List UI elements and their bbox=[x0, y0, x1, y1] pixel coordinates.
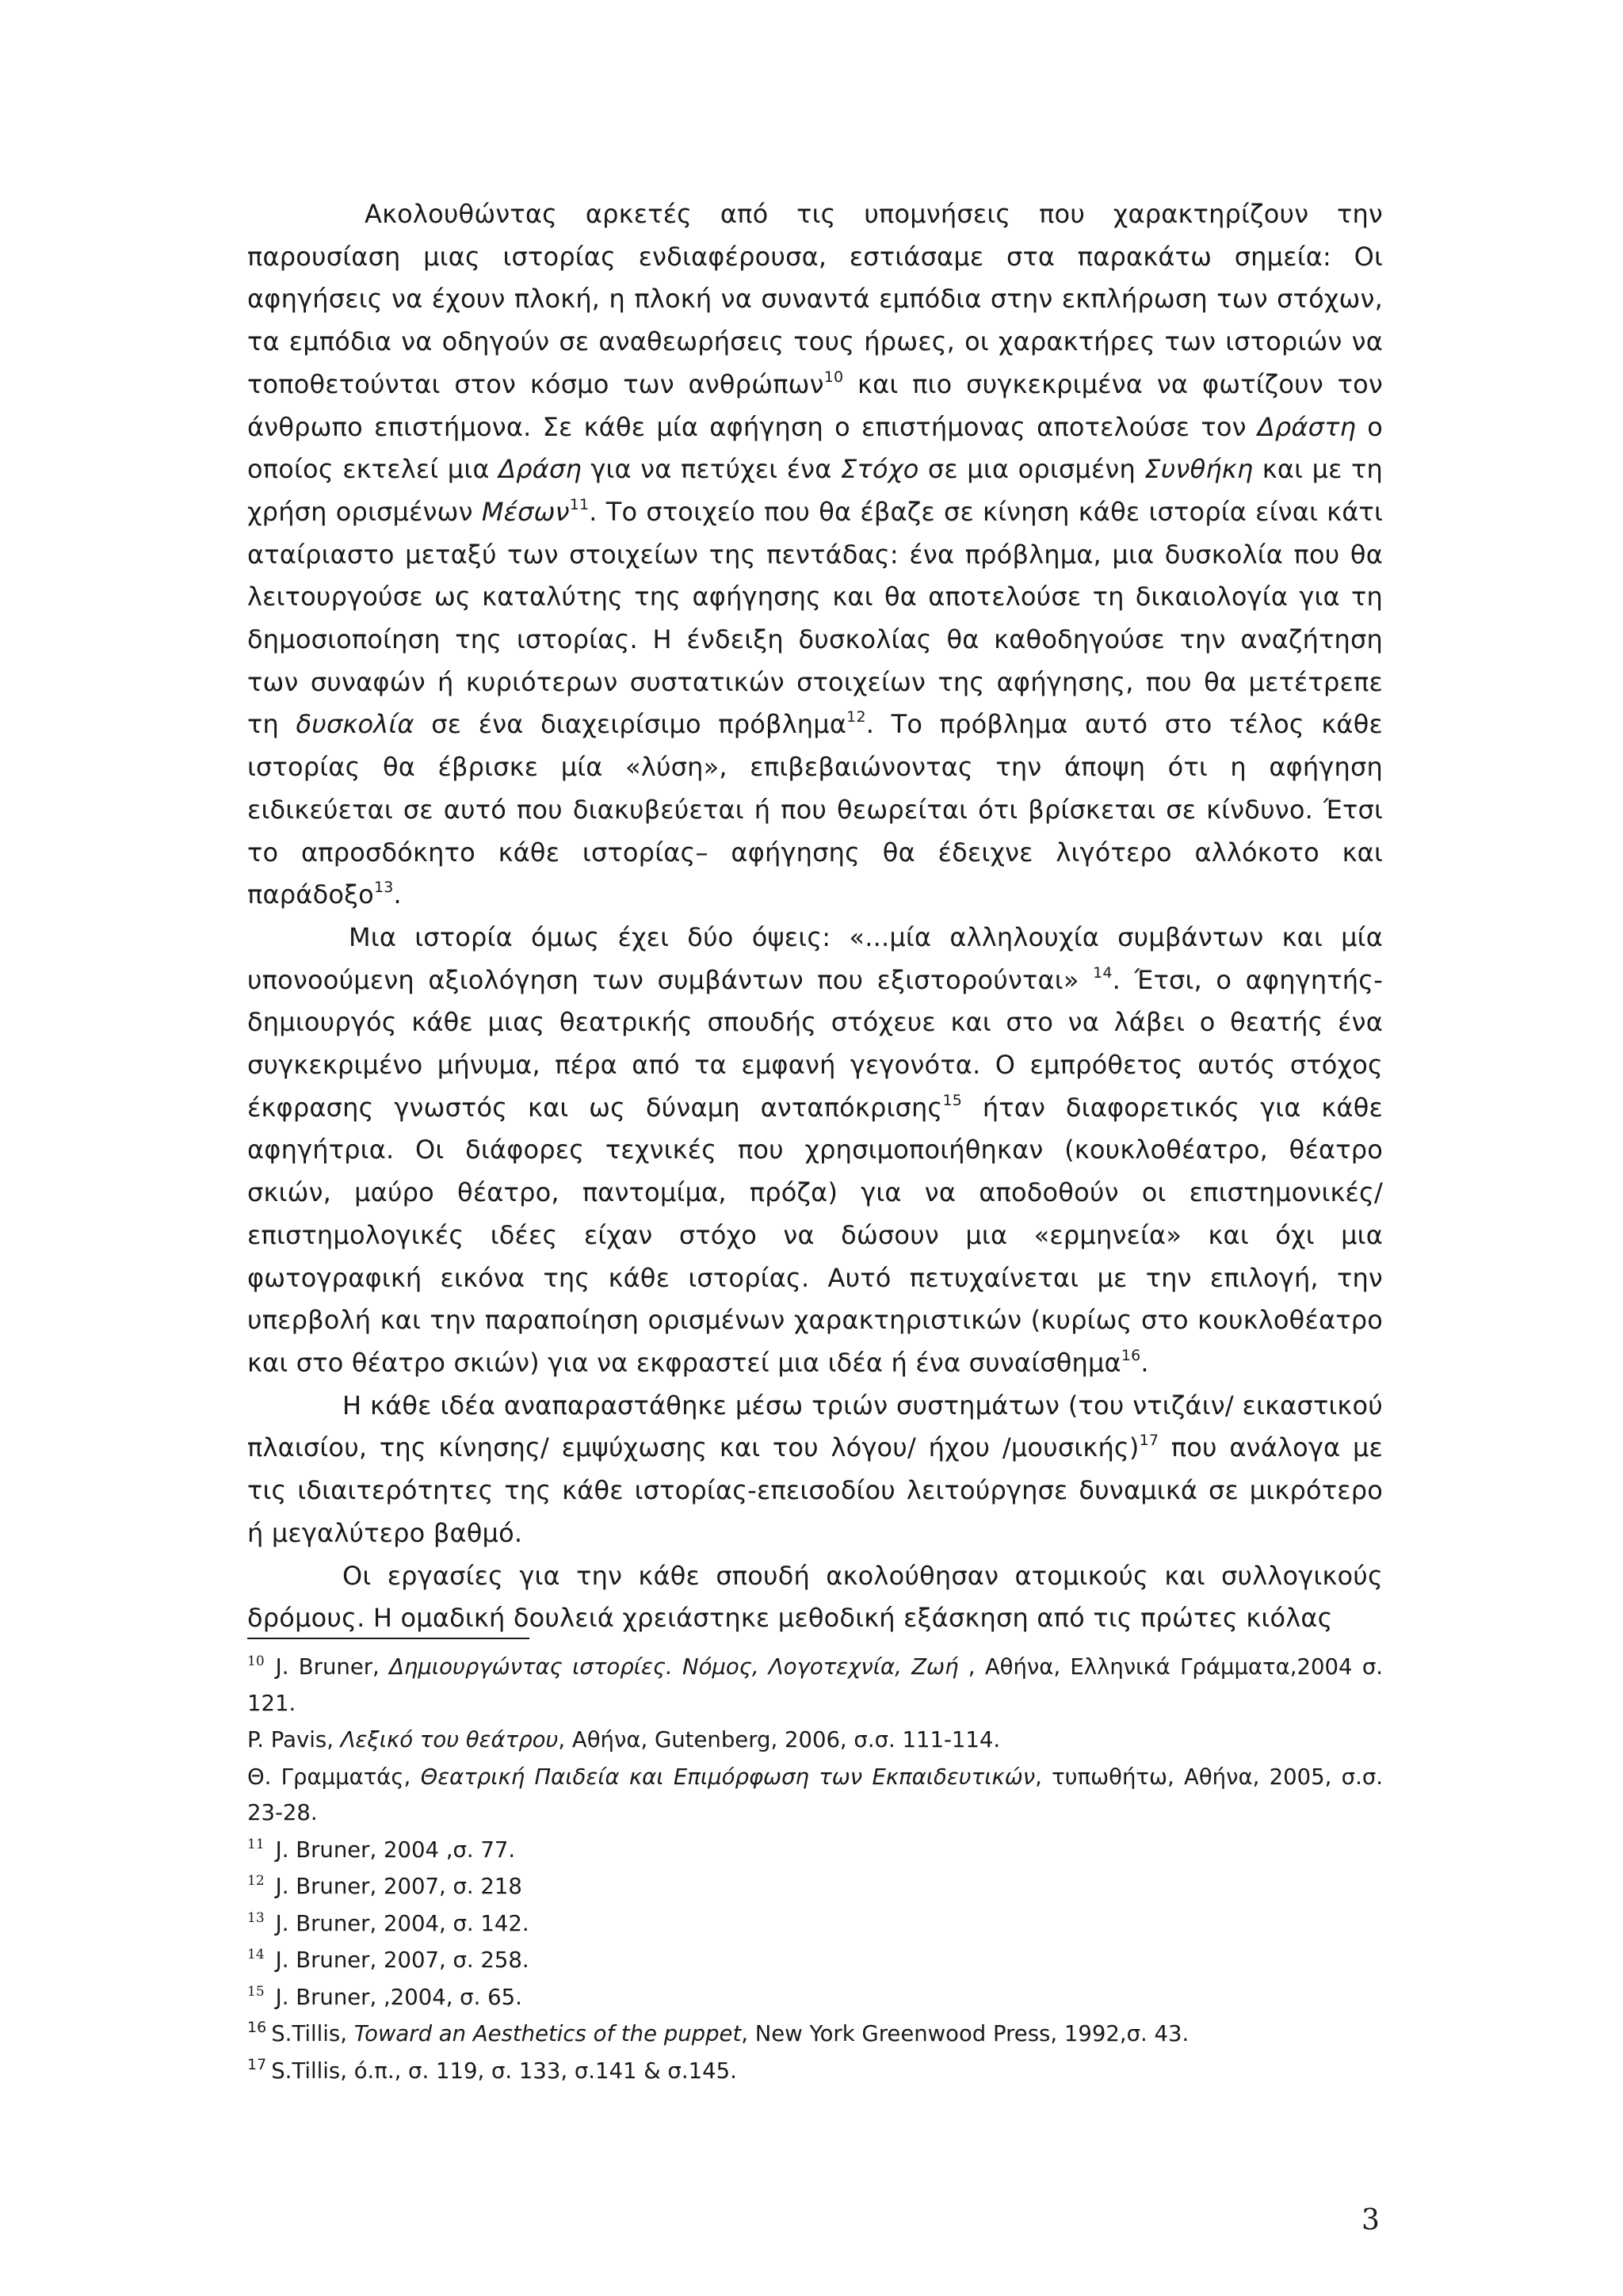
text: Οι εργασίες για την κάθε σπουδή ακολούθησαν ατομικούς και συλλογικούς δρόμους. Η ομαδική δουλειά χρειάστηκε μεθοδική εξάσκηση από τις πρώτες κιόλας bbox=[247, 1560, 1383, 1634]
footnote-ref-17[interactable]: 17 bbox=[1139, 1432, 1159, 1450]
footnote-number: 16 bbox=[247, 2019, 267, 2036]
footnote-number: 15 bbox=[247, 1983, 265, 2000]
term-stoxo: Στόχο bbox=[840, 454, 919, 485]
text: S.Tillis, ό.π., σ. 119, σ. 133, σ.141 & σ.145. bbox=[271, 2058, 737, 2084]
footnote-number: 17 bbox=[247, 2055, 267, 2073]
text: . Το πρόβλημα αυτό στο τέλος κάθε ιστορίας θα έβρισκε μία «λύση», επιβεβαιώνοντας την άποψη ότι η αφήγηση ειδικεύεται σε αυτό που διακυβεύεται ή που θεωρείται ότι βρίσκεται σε κίνδυνο. Έτσι το απροσδόκητο κάθε ιστορίας– αφήγησης θα έδειχνε λιγότερο αλλόκοτο και παράδοξο bbox=[247, 709, 1383, 910]
page-number: 3 bbox=[1361, 2204, 1380, 2237]
footnote-10-grammatas bbox=[247, 1760, 1383, 1832]
footnotes bbox=[247, 1650, 1383, 2090]
text: . Έτσι, ο αφηγητής-δημιουργός κάθε μιας θεατρικής σπουδής στόχευε και στο να λάβει ο θεατής ένα συγκεκριμένο μήνυμα, πέρα από τα εμφανή γεγονότα. Ο εμπρόθετος αυτός στόχος έκφρασης γνωστός και ως δύναμη ανταπόκρισης bbox=[247, 964, 1383, 1123]
footnote-12 bbox=[247, 1869, 1383, 1905]
book-title: Toward an Aesthetics of the puppet bbox=[353, 2021, 742, 2046]
paragraph-2 bbox=[247, 917, 1383, 1385]
text: Θ. Γραμματάς, bbox=[247, 1764, 421, 1790]
text: P. Pavis, bbox=[247, 1727, 341, 1753]
footnote-17 bbox=[247, 2054, 1383, 2090]
text: και πιο συγκεκριμένα να φωτίζουν τον άνθρωπο επιστήμονα. Σε κάθε μία αφήγηση ο επιστήμονας αποτελούσε τον bbox=[247, 368, 1383, 442]
text: Μια ιστορία όμως έχει δύο όψεις: «...μία αλληλουχία συμβάντων και μία υπονοούμενη αξιολόγηση των συμβάντων που εξιστορούνται» bbox=[247, 921, 1383, 995]
term-drasi: Δράση bbox=[498, 454, 582, 485]
footnote-16 bbox=[247, 2016, 1383, 2053]
footnote-ref-14[interactable]: 14 bbox=[1093, 963, 1113, 982]
footnote-14 bbox=[247, 1943, 1383, 1979]
text: και με τη χρήση ορισμένων bbox=[247, 454, 1383, 527]
footnote-10 bbox=[247, 1650, 1383, 1722]
text: J. Bruner, 2004 ,σ. 77. bbox=[275, 1836, 516, 1863]
paragraph-3 bbox=[247, 1385, 1383, 1555]
footnote-ref-12[interactable]: 12 bbox=[846, 708, 866, 727]
text: , New York Greenwood Press, 1992,σ. 43. bbox=[741, 2021, 1190, 2046]
footnote-ref-13[interactable]: 13 bbox=[373, 879, 394, 897]
term-drasti: Δράστη bbox=[1257, 411, 1357, 442]
text: , Αθήνα, Gutenberg, 2006, σ.σ. 111-114. bbox=[558, 1727, 1001, 1753]
text: J. Bruner, bbox=[275, 1654, 390, 1680]
paragraph-1 bbox=[247, 193, 1383, 917]
text: , τυπωθήτω, Αθήνα, 2005, σ.σ. 23-28. bbox=[247, 1764, 1383, 1825]
term-meson: Μέσων bbox=[481, 496, 570, 527]
text: ήταν διαφορετικός για κάθε αφηγήτρια. Οι διάφορες τεχνικές που χρησιμοποιήθηκαν (κουκλοθέατρο, θέατρο σκιών, μαύρο θέατρο, παντομίμα, πρόζα) για να αποδοθούν οι επιστημονικές/ επιστημολογικές ιδέες είχαν στόχο να δώσουν μια «ερμηνεία» και όχι μια φωτογραφική εικόνα της κάθε ιστορίας. Αυτό πετυχαίνεται με την επιλογή, την υπερβολή και την παραποίηση ορισμένων χαρακτηριστικών (κυρίως στο κουκλοθέατρο και στο θέατρο σκιών) για να εκφραστεί μια ιδέα ή ένα συναίσθημα bbox=[247, 1092, 1383, 1378]
footnote-ref-16[interactable]: 16 bbox=[1121, 1346, 1141, 1364]
footnote-number: 14 bbox=[247, 1947, 265, 1962]
text: σε μια ορισμένη bbox=[918, 454, 1145, 485]
footnote-number: 13 bbox=[247, 1909, 265, 1926]
text: J. Bruner, ,2004, σ. 65. bbox=[275, 1984, 522, 2010]
footnote-separator bbox=[247, 1638, 529, 1639]
paragraph-4 bbox=[247, 1555, 1383, 1640]
text: που ανάλογα με τις ιδιαιτερότητες της κάθε ιστορίας-επεισοδίου λειτούργησε δυναμικά σε μικρότερο ή μεγαλύτερο βαθμό. bbox=[247, 1432, 1383, 1548]
text: Η κάθε ιδέα αναπαραστάθηκε μέσω τριών συστημάτων (του ντιζάιν/ εικαστικού πλαισίου, της κίνησης/ εμψύχωσης και του λόγου/ ήχου /μουσικής) bbox=[247, 1390, 1383, 1463]
text: . Το στοιχείο που θα έβαζε σε κίνηση κάθε ιστορία είναι κάτι αταίριαστο μεταξύ των στοιχείων της πεντάδας: ένα πρόβλημα, μια δυσκολία που θα λειτουργούσε ως καταλύτης της αφήγησης και θα αποτελούσε τη δικαιολογία για τη δημοσιοποίηση της ιστορίας. Η ένδειξη δυσκολίας θα καθοδηγούσε την αναζήτηση των συναφών ή κυριότερων συστατικών στοιχείων της αφήγησης, που θα μετέτρεπε τη bbox=[247, 496, 1384, 740]
text: . bbox=[393, 879, 402, 910]
text: Ακολουθώντας αρκετές από τις υπομνήσεις που χαρακτηρίζουν την παρουσίαση μιας ιστορίας ενδιαφέρουσα, εστιάσαμε στα παρακάτω σημεία: Οι αφηγήσεις να έχουν πλοκή, η πλοκή να συναντά εμπόδια στην εκπλήρωση των στόχων, τα εμπόδια να οδηγούν σε αναθεωρήσεις τους ήρωες, οι χαρακτήρες των ιστοριών να τοποθετούνται στον κόσμο των ανθρώπων bbox=[247, 199, 1383, 399]
text: S.Tillis, bbox=[271, 2021, 354, 2046]
footnote-13 bbox=[247, 1906, 1383, 1943]
text: J. Bruner, 2007, σ. 218 bbox=[275, 1874, 522, 1899]
text: σε ένα διαχειρίσιμο πρόβλημα bbox=[414, 709, 847, 740]
book-title: Θεατρική Παιδεία και Επιμόρφωση των Εκπαιδευτικών bbox=[420, 1764, 1036, 1790]
term-dyskolia: δυσκολία bbox=[296, 709, 414, 740]
book-title: Λεξικό του θεάτρου bbox=[340, 1727, 559, 1753]
footnote-ref-10[interactable]: 10 bbox=[823, 368, 844, 386]
text: , Αθήνα, Ελληνικά Γράμματα,2004 σ. 121. bbox=[247, 1654, 1383, 1716]
body-text bbox=[247, 193, 1383, 1640]
text: J. Bruner, 2004, σ. 142. bbox=[275, 1910, 529, 1936]
footnote-number: 11 bbox=[247, 1836, 265, 1852]
footnote-10-pavis bbox=[247, 1722, 1383, 1759]
footnote-ref-15[interactable]: 15 bbox=[942, 1091, 963, 1109]
footnote-number: 12 bbox=[247, 1873, 265, 1889]
footnote-number: 10 bbox=[247, 1653, 265, 1669]
term-synthiki: Συνθήκη bbox=[1144, 454, 1254, 485]
footnote-11 bbox=[247, 1833, 1383, 1869]
footnote-15 bbox=[247, 1980, 1383, 2016]
text: για να πετύχει ένα bbox=[581, 454, 841, 485]
text: J. Bruner, 2007, σ. 258. bbox=[275, 1947, 529, 1973]
text: . bbox=[1140, 1347, 1149, 1378]
footnote-ref-11[interactable]: 11 bbox=[569, 495, 590, 513]
text: ο οποίος εκτελεί μια bbox=[247, 411, 1383, 485]
book-title: Δημιουργώντας ιστορίες. Νόμος, Λογοτεχνία, Ζωή bbox=[389, 1654, 959, 1680]
